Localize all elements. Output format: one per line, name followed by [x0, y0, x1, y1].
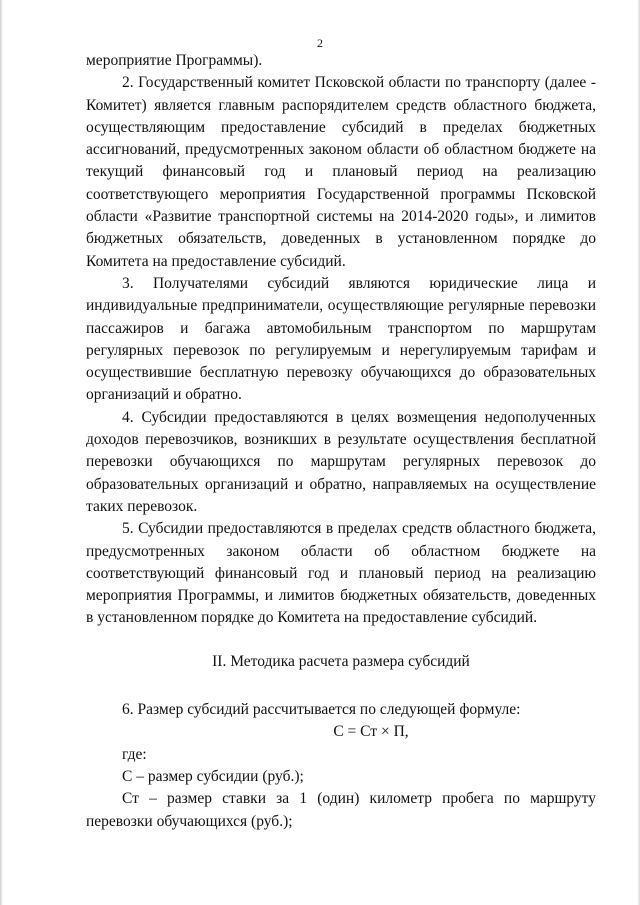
formula-intro: 6. Размер субсидий рассчитывается по следующей формуле:	[122, 701, 521, 719]
page-left-edge	[0, 0, 3, 905]
formula-where: где:	[122, 745, 147, 763]
paragraph-3: 3. Получателями субсидий являются юридические лица и индивидуальные предприниматели, осуществляющие регулярные перевозки пассажиров и багажа автомобильным транспортом по маршрутам регулярных перевозок по регулируемым и нерегулируемым тарифам и осуществившие бесплатную перевозку обучающихся до образовательных организаций и обратно.	[86, 274, 596, 404]
definition-st: Ст – размер ставки за 1 (один) километр пробега по маршруту перевозки обучающихся (руб.);	[86, 790, 596, 830]
paragraph-continuation: мероприятие Программы).	[86, 52, 263, 69]
section-heading: II. Методика расчета размера субсидий	[212, 652, 470, 670]
paragraph-5: 5. Субсидии предоставляются в пределах средств областного бюджета, предусмотренных законом области об областном бюджете на соответствующий финансовый год и плановый период на реализацию мероприятия Программы, и лимитов бюджетных обязательств, доведенных в установленном порядке до Комитета на предоставление субсидий.	[86, 520, 596, 627]
document-body	[86, 50, 596, 833]
definition-c: С – размер субсидии (руб.);	[122, 767, 304, 785]
paragraph-4: 4. Субсидии предоставляются в целях возмещения недополученных доходов перевозчиков, возникших в результате осуществления бесплатной перевозки обучающихся по маршрутам регулярных перевозок до образовательных организаций и обратно, направляемых на осуществление таких перевозок.	[86, 408, 596, 515]
formula: С = Ст × П,	[333, 723, 409, 741]
page-number: 2	[317, 36, 323, 50]
paragraph-2: 2. Государственный комитет Псковской области по транспорту (далее - Комитет) является главным распорядителем средств областного бюджета, осуществляющим предоставление субсидий в пределах бюджетных ассигнований, предусмотренных законом области об областном бюджете на текущий финансовый год и плановый период на реализацию соответствующего мероприятия Государственной программы Псковской области «Развитие транспортной системы на 2014-2020 годы», и лимитов бюджетных обязательств, доведенных в установленном порядке до Комитета на предоставление субсидий.	[86, 74, 596, 270]
